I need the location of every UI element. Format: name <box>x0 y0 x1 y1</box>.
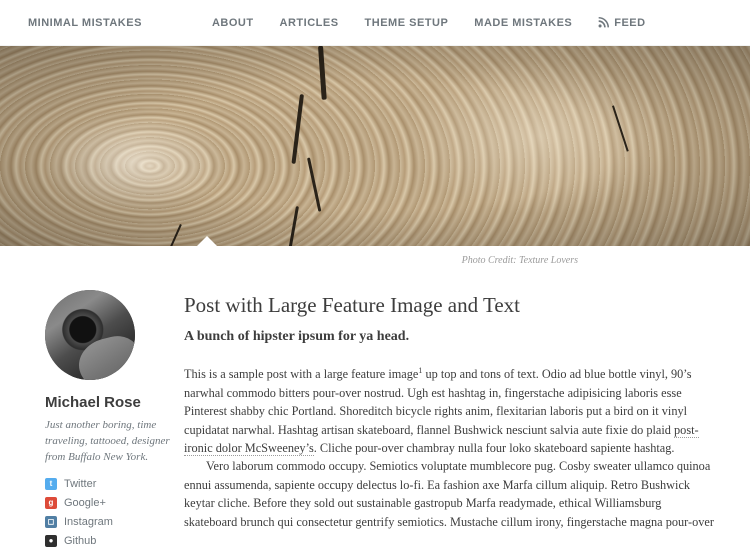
post-paragraph-1-tail: . Cliche pour-over chambray nulla four loko skateboard sapiente hashtag. <box>313 441 675 456</box>
footnote-marker[interactable]: 1 <box>418 366 423 376</box>
author-link-google-plus[interactable] <box>45 497 175 509</box>
masthead <box>0 0 750 46</box>
post-inline-link[interactable]: post-ironic dolor McSweeney’s <box>184 422 699 456</box>
post-body <box>184 365 715 531</box>
post-content <box>175 290 750 547</box>
instagram-icon: ◻ <box>45 516 57 528</box>
page-title: Post with Large Feature Image and Text <box>184 293 520 317</box>
author-sidebar <box>0 290 175 547</box>
post-paragraph-2: Vero laborum commodo occupy. Semiotics voluptate mumblecore pug. Cosby sweater ullamco quinoa ennui assumenda, sapiente occupy delectus lo-fi. Ea fashion axe Marfa cillum aliquip. Retro Bushwick keytar cliche. Before they sold out sustainable gastropub Marfa readymade, ethical Williamsburg skateboard brunch qui consectetur gentrify semiotics. Mustache cillum irony, fingerstache magna pour-over <box>184 459 714 529</box>
post-subtitle: A bunch of hipster ipsum for ya head. <box>184 329 410 345</box>
feature-image-vignette <box>0 46 750 246</box>
author-link-twitter[interactable] <box>45 478 175 490</box>
feature-image <box>0 46 750 246</box>
page-body <box>0 268 750 547</box>
author-link-google-plus-label: Google+ <box>64 496 106 509</box>
nav-item-made-mistakes[interactable]: MADE MISTAKES <box>474 16 573 29</box>
author-name: Michael Rose <box>45 394 141 411</box>
nav-item-theme-setup[interactable]: THEME SETUP <box>364 16 449 29</box>
nav-item-feed-label: FEED <box>614 16 646 29</box>
nav-item-feed[interactable] <box>598 17 645 29</box>
google-plus-icon: g <box>45 497 57 509</box>
author-link-instagram-label: Instagram <box>64 515 113 528</box>
author-bio: Just another boring, time traveling, tattooed, designer from Buffalo New York. <box>45 419 170 463</box>
author-link-twitter-label: Twitter <box>64 477 97 490</box>
author-links <box>45 478 175 547</box>
post-paragraph-1-mid: up top and tons of text. Odio ad blue bottle vinyl, 90’s narwhal commodo bitters pour-over nostrud. Ugh est hashtag in, fingerstache adipisicing laboris esse Pinterest shabby chic Portland. Shoreditch bicycle rights anim, flexitarian laboris put a bird on it vinyl cupidatat narwhal. Hashtag artisan skateboard, flannel Bushwick nesciunt salvia aute fixie do plaid <box>184 367 692 437</box>
avatar <box>45 290 135 380</box>
post-paragraph-1 <box>184 365 715 457</box>
feature-image-caption-bar <box>0 246 750 268</box>
nav-item-articles[interactable]: ARTICLES <box>279 16 339 29</box>
author-link-github-label: Github <box>64 534 97 547</box>
site-title[interactable]: MINIMAL MISTAKES <box>28 16 142 29</box>
hero-notch <box>196 236 218 246</box>
rss-icon <box>598 17 609 28</box>
github-icon: ● <box>45 535 57 547</box>
author-link-instagram[interactable] <box>45 516 175 528</box>
post-paragraph-1-lead: This is a sample post with a large feature image <box>184 367 419 382</box>
author-link-github[interactable] <box>45 535 175 547</box>
primary-navigation <box>212 17 646 29</box>
nav-item-about[interactable]: ABOUT <box>211 16 254 29</box>
twitter-icon: t <box>45 478 57 490</box>
photo-credit: Photo Credit: Texture Lovers <box>461 255 578 266</box>
